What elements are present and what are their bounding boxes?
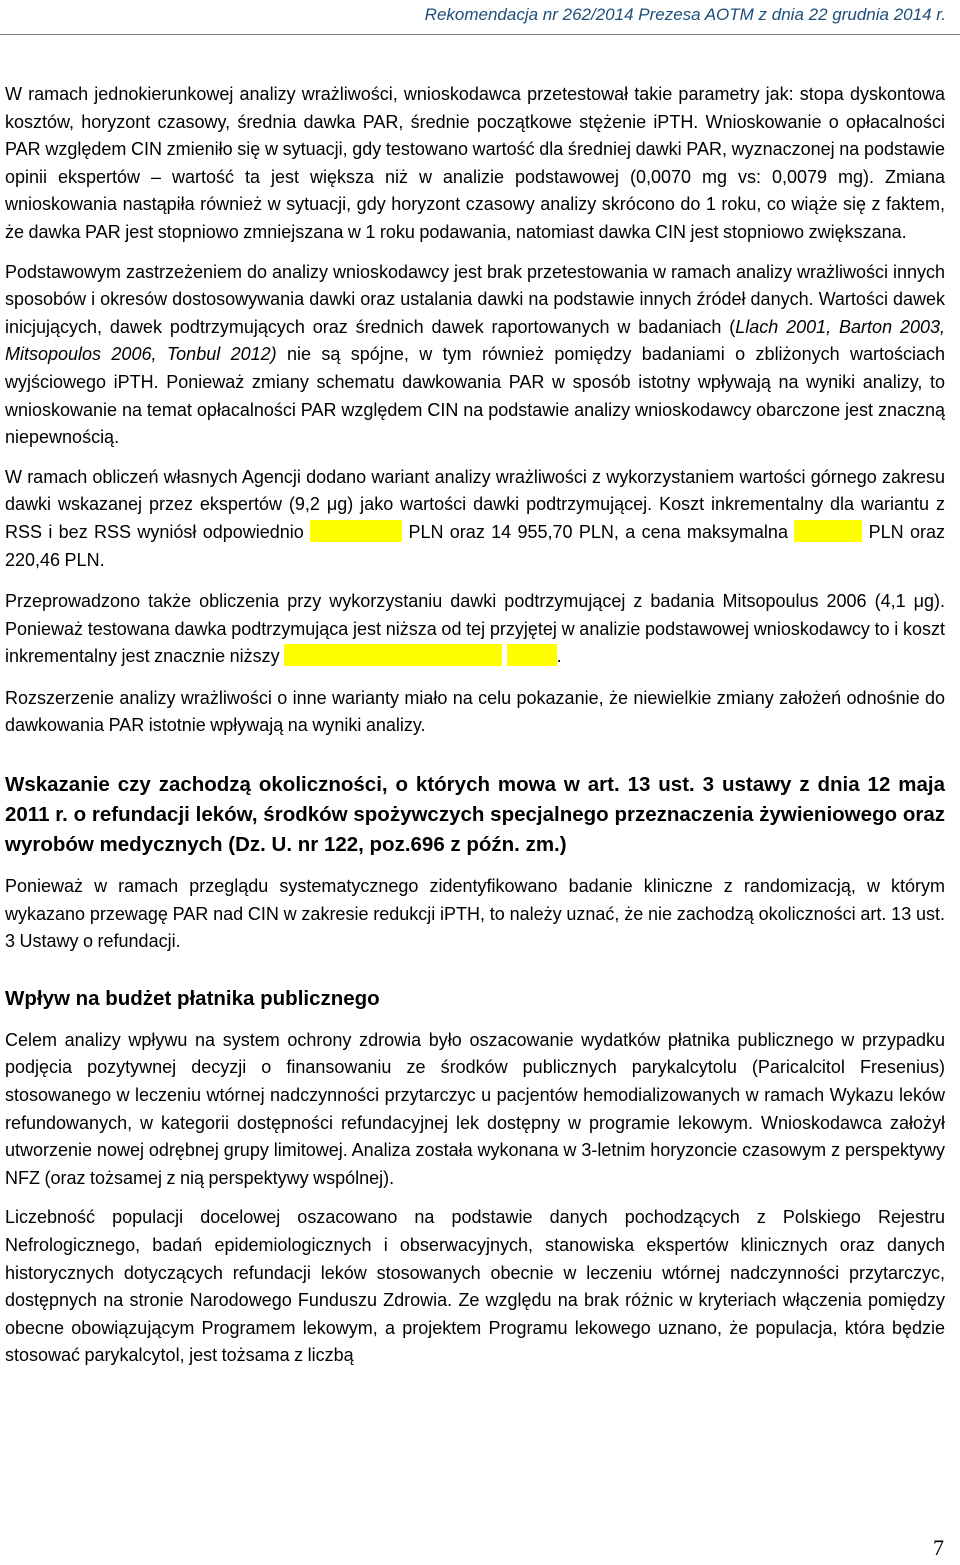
redacted-value <box>284 644 502 666</box>
redacted-value <box>507 644 557 666</box>
page-number: 7 <box>933 1535 944 1560</box>
section-heading-art13: Wskazanie czy zachodzą okoliczności, o których mowa w art. 13 ust. 3 ustawy z dnia 12 maja 2011 r. o refundacji leków, środków spożywczych specjalnego przeznaczenia żywieniowego oraz wyrobów medycznych (Dz. U. nr 122, poz.696 z późn. zm.) <box>5 773 945 857</box>
paragraph-sensitivity-analysis: W ramach jednokierunkowej analizy wrażliwości, wnioskodawca przetestował takie parametry jak: stopa dyskontowa kosztów, horyzont czasowy, średnia dawka PAR, średnie początkowe stężenie iPTH. Wnioskowanie o opłacalności PAR względem CIN zmieniło się w sytuacji, gdy testowano wartość dla średniej dawki PAR, wyznaczonej na podstawie opinii ekspertów – wartość ta jest większa niż w analizie podstawowej (0,0070 mg vs: 0,0079 mg). Zmiana wnioskowania nastąpiła również w sytuacji, gdy horyzont czasowy analizy skrócono do 1 roku, co wiąże się z faktem, że dawka PAR jest stopniowo zmniejszana w 1 roku podawania, natomiast dawka CIN jest stopniowo zwiększana. <box>5 84 945 242</box>
paragraph-text: Podstawowym zastrzeżeniem do analizy wnioskodawcy jest brak przetestowania w ramach analizy wrażliwości innych sposobów i okresów dostosowywania dawki oraz ustalania dawki na podstawie innych źródeł danych. Wartości dawek inicjujących, dawek podtrzymujących oraz średnich dawek raportowanych w badaniach ( <box>5 261 945 337</box>
header-title: Rekomendacja nr 262/2014 Prezesa AOTM z dnia 22 grudnia 2014 r. <box>424 5 946 24</box>
redacted-value <box>310 520 402 542</box>
paragraph-extension-summary: Rozszerzenie analizy wrażliwości o inne warianty miało na celu pokazanie, że niewielkie zmiany założeń odnośnie do dawkowania PAR istotnie wpływają na wyniki analizy. <box>5 687 945 736</box>
paragraph-text: nie są spójne, w tym również pomiędzy badaniami o zbliżonych wartościach wyjściowego iPTH. Ponieważ zmiany schematu dawkowania PAR w sposób istotny wpływają na wyniki analizy, to wnioskowanie na temat opłacalności PAR względem CIN na podstawie analizy wnioskodawcy obarczone jest znaczną niepewnością. <box>5 344 946 448</box>
paragraph-text: Przeprowadzono także obliczenia przy wykorzystaniu dawki podtrzymującej z badania Mitsopoulus 2006 (4,1 μg). Ponieważ testowana dawka podtrzymująca jest niższa od tej przyjętej w analizie podstawowej wnioskodawcy to i koszt inkrementalny jest znacznie niższy <box>5 591 945 667</box>
paragraph-text: W ramach obliczeń własnych Agencji dodano wariant analizy wrażliwości z wykorzystaniem wartości górnego zakresu dawki wskazanej przez ekspertów (9,2 μg) jako wartości dawki podtrzymującej. Koszt inkrementalny dla wariantu z RSS i bez RSS wyniósł odpowiednio <box>5 466 945 542</box>
paragraph-main-limitation <box>5 259 945 452</box>
citation-text: Llach 2001, Barton 2003, Mitsopoulos 2006, Tonbul 2012) <box>5 316 945 365</box>
redacted-value <box>794 520 862 542</box>
paragraph-text: PLN oraz 14 955,70 PLN, a cena maksymalna <box>402 521 795 542</box>
paragraph-agency-calculations <box>5 464 945 574</box>
paragraph-art13-conclusion: Ponieważ w ramach przeglądu systematycznego zidentyfikowano badanie kliniczne z randomizacją, w którym wykazano przewagę PAR nad CIN w zakresie redukcji iPTH, to należy uznać, że nie zachodzą okoliczności art. 13 ust. 3 Ustawy o refundacji. <box>5 876 945 952</box>
document-body <box>5 81 945 1382</box>
paragraph-population-size: Liczebność populacji docelowej oszacowano na podstawie danych pochodzących z Polskiego Rejestru Nefrologicznego, badań epidemiologicznych i obserwacyjnych, stanowiska ekspertów klinicznych oraz danych historycznych dotyczących refundacji leków stosowanych obecnie w leczeniu wtórnej nadczynności przytarczyc, dostępnych na stronie Narodowego Funduszu Zdrowia. Ze względu na brak różnic w kryteriach włączenia pomiędzy obecne obowiązującym Programem lekowym, a projektem Programu lekowego uznano, że populacja, która będzie stosować parykalcytol, jest tożsama z liczbą <box>5 1207 945 1366</box>
paragraph-text: . <box>556 646 562 667</box>
running-header <box>0 0 960 35</box>
paragraph-mitsopoulus-dose <box>5 588 945 671</box>
section-heading-budget-impact: Wpływ na budżet płatnika publicznego <box>5 986 380 1010</box>
paragraph-budget-goal: Celem analizy wpływu na system ochrony zdrowia było oszacowanie wydatków płatnika publicznego w przypadku podjęcia pozytywnej decyzji o finansowaniu ze środków publicznych parykalcytolu (Paricalcitol Fresenius) stosowanego w leczeniu wtórnej nadczynności przytarczyc u pacjentów hemodializowanych w ramach Wykazu leków refundowanych, w kategorii dostępności refundacyjnej lek dostępny w programie lekowym. Wnioskodawca założył utworzenie nowej odrębnej grupy limitowej. Analiza została wykonana w 3-letnim horyzoncie czasowym z perspektywy NFZ (oraz tożsamej z nią perspektywy wspólnej). <box>5 1029 945 1188</box>
paragraph-text: PLN oraz 220,46 PLN. <box>5 521 945 570</box>
